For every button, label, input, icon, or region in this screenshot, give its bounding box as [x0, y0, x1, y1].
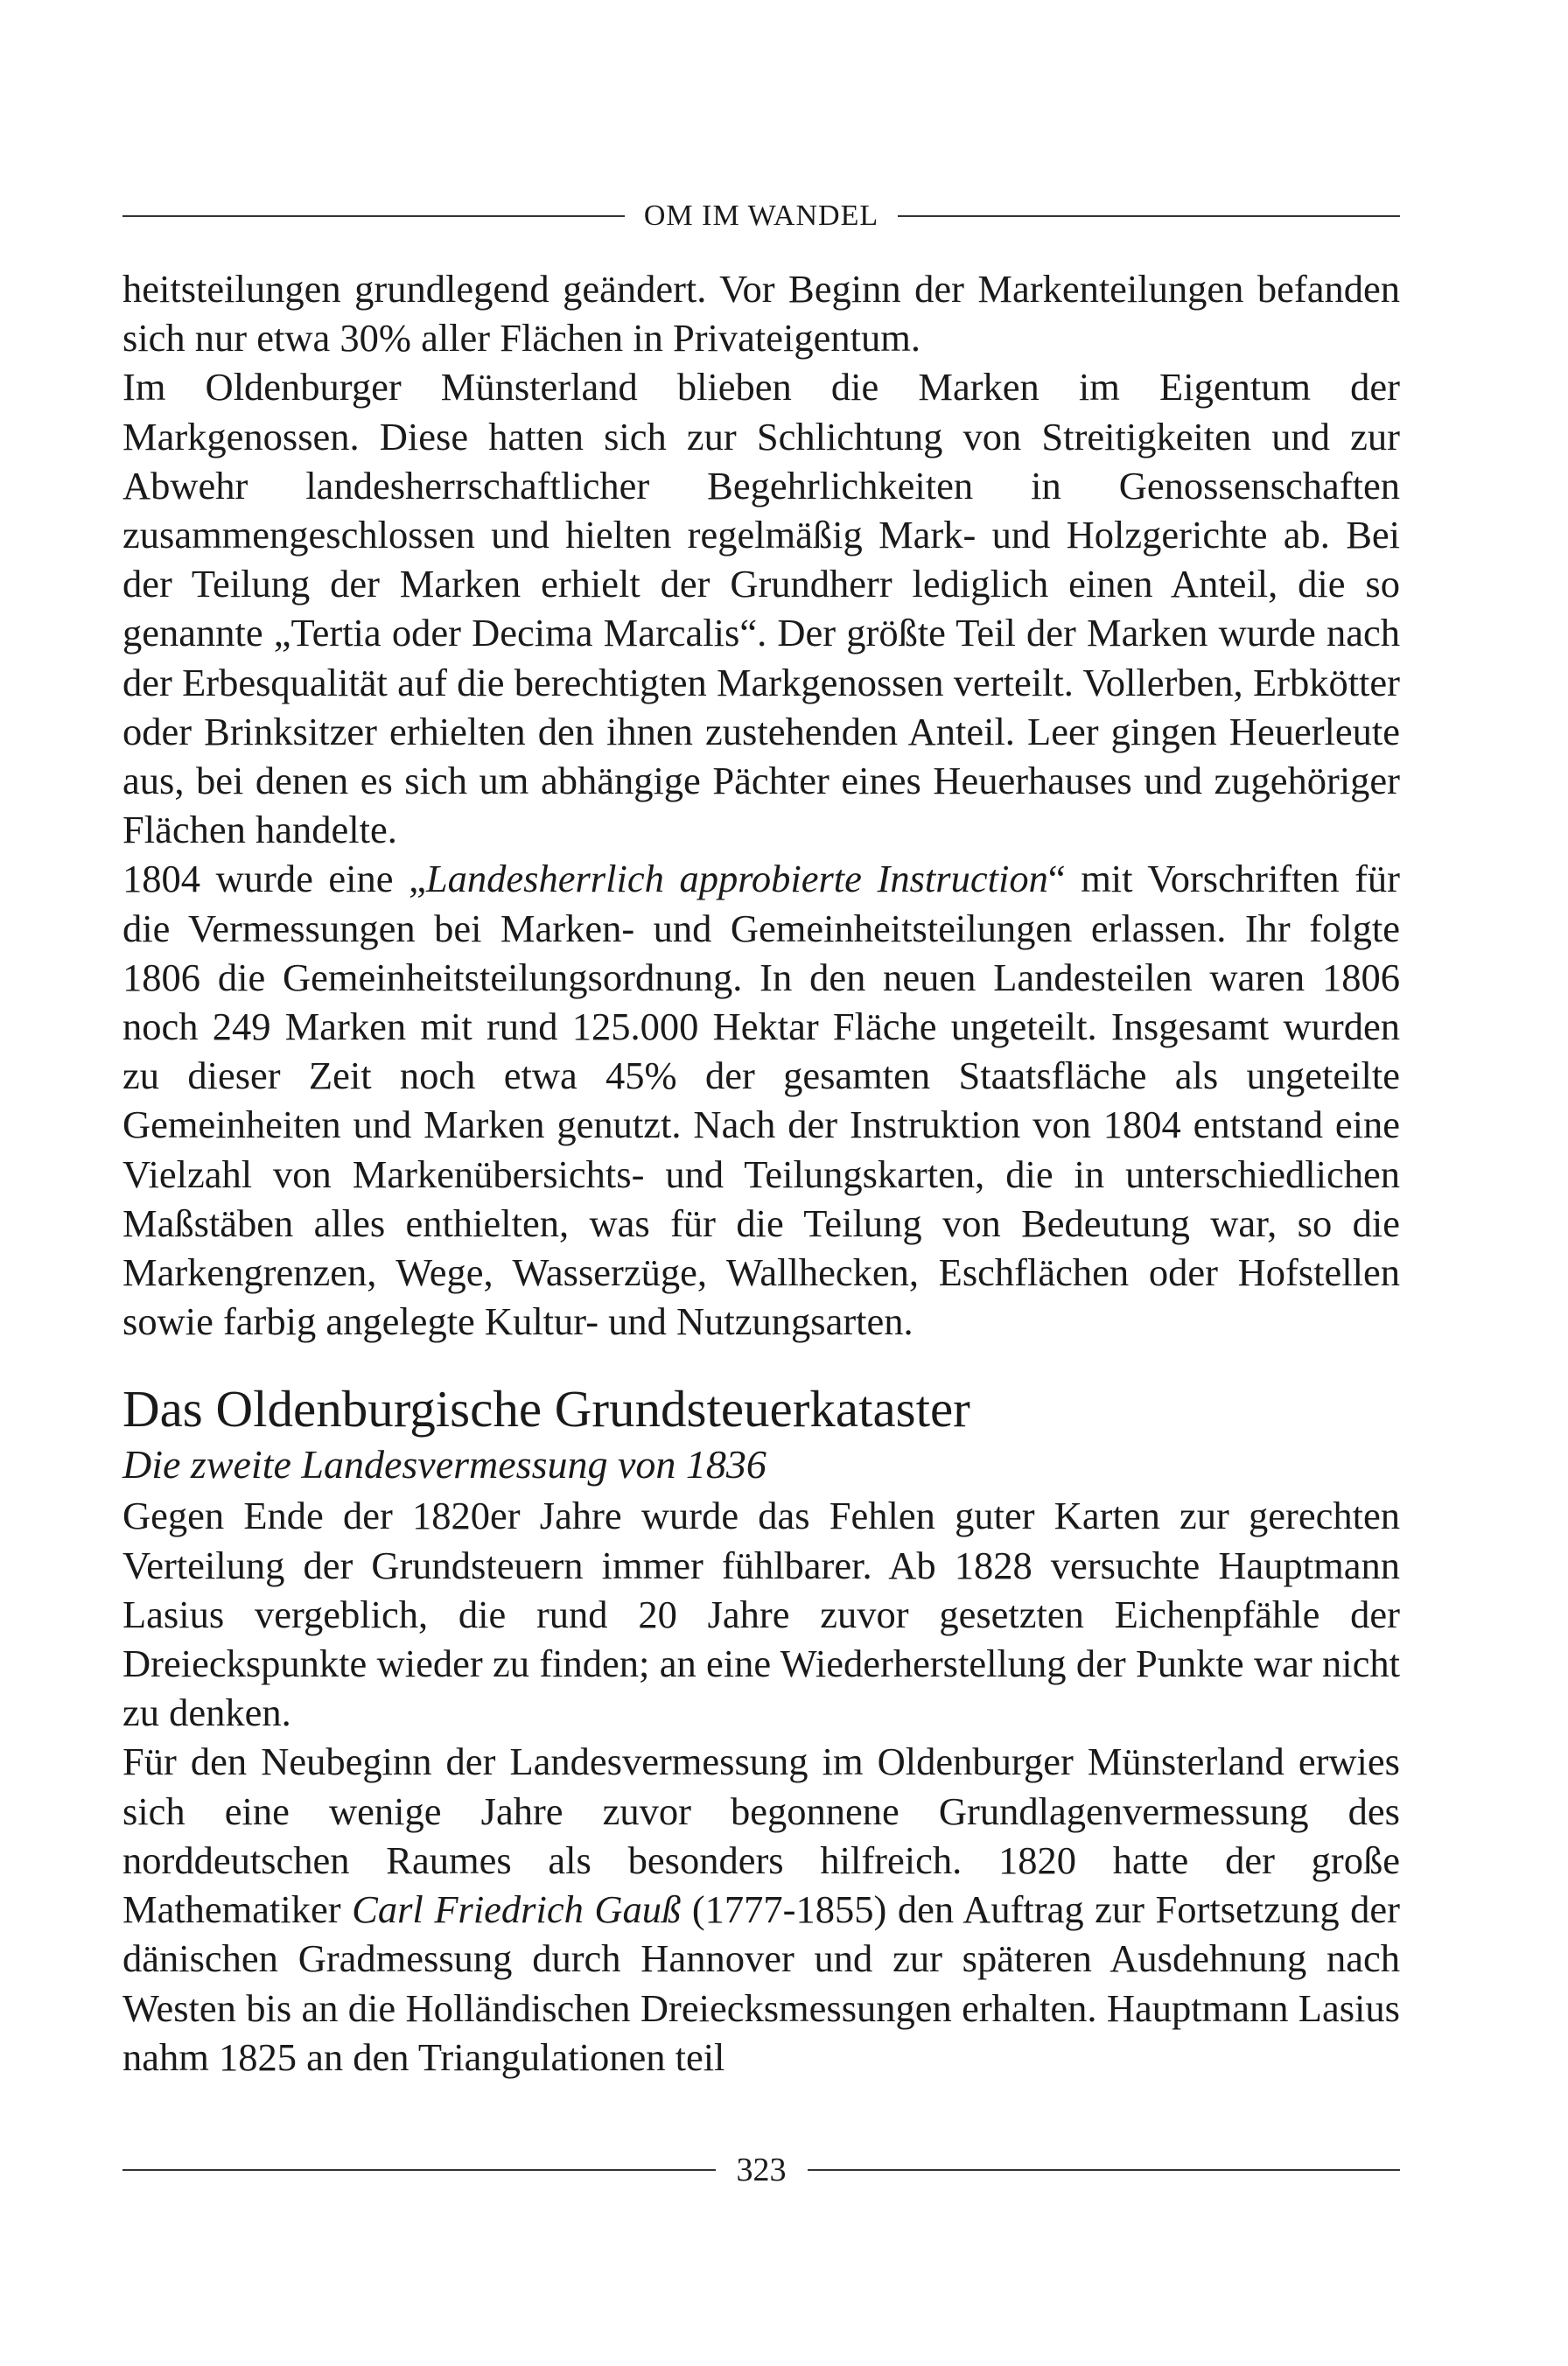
paragraph: heitsteilungen grundlegend geändert. Vor Beginn der Markenteilungen befanden sich nur etwa 30% aller Flächen in Privateigentum.	[122, 267, 1400, 360]
paragraph	[122, 1737, 1400, 2081]
italic-name: Carl Friedrich Gauß	[352, 1887, 682, 1932]
running-head	[122, 194, 1400, 238]
section-subheading: Die zweite Landesvermessung von 1836	[122, 1442, 766, 1488]
running-head-rule-right	[898, 215, 1400, 217]
section-heading: Das Oldenburgische Grundsteuerkataster	[122, 1380, 970, 1438]
paragraph	[122, 854, 1400, 1346]
footer-rule-right	[808, 2169, 1401, 2171]
paragraph-text: (1777-1855) den Auftrag zur Fortsetzung der dänischen Gradmessung durch Hannover und zur späteren Ausdehnung nach Westen bis an die Holländischen Dreiecksmessungen erhalten. Hauptmann Lasius nahm 1825 an den Triangulationen teil	[122, 1887, 1401, 2079]
paragraph-text: Für den Neubeginn der Landesvermessung im Oldenburger Münsterland erwies sich eine wenige Jahre zuvor begonnene Grundlagenvermessung des norddeutschen Raumes als besonders hilfreich. 1820 hatte der große Mathematiker	[122, 1740, 1400, 1932]
paragraph: Im Oldenburger Münsterland blieben die Marken im Eigentum der Markgenossen. Diese hatten sich zur Schlichtung von Streitigkeiten und zur Abwehr landesherrschaftlicher Begehrlichkeiten in Genossenschaften zusammengeschlossen und hielten regelmäßig Mark- und Holzgerichte ab. Bei der Teilung der Marken erhielt der Grundherr lediglich einen Anteil, die so genannte „Tertia oder Decima Marcalis“. Der größte Teil der Marken wurde nach der Erbesqualität auf die berechtigten Markgenossen verteilt. Vollerben, Erbkötter oder Brinksitzer erhielten den ihnen zustehenden Anteil. Leer gingen Heuerleute aus, bei denen es sich um abhängige Pächter eines Heuerhauses und zugehöriger Flächen handelte.	[122, 365, 1400, 852]
page-number: 323	[736, 2152, 787, 2188]
paragraph-text: “ mit Vorschriften für die Vermessungen bei Marken- und Gemeinheitsteilungen erlassen. Ihr folgte 1806 die Gemeinheitsteilungsordnung. In den neuen Landesteilen waren 1806 noch 249 Marken mit rund 125.000 Hektar Fläche ungeteilt. Insgesamt wurden zu dieser Zeit noch etwa 45% der gesamten Staatsfläche als ungeteilte Gemeinheiten und Marken genutzt. Nach der Instruktion von 1804 entstand eine Vielzahl von Markenübersichts- und Teilungskarten, die in unterschiedlichen Maßstäben alles enthielten, was für die Teilung von Bedeutung war, so die Markengrenzen, Wege, Wasserzüge, Wallhecken, Eschflächen oder Hofstellen sowie farbig angelegte Kultur- und Nutzungsarten.	[122, 857, 1400, 1344]
footer-rule-left	[122, 2169, 716, 2171]
running-head-rule-left	[122, 215, 625, 217]
paragraph: Gegen Ende der 1820er Jahre wurde das Fehlen guter Karten zur gerechten Verteilung der Grundsteuern immer fühlbarer. Ab 1828 versuchte Hauptmann Lasius vergeblich, die rund 20 Jahre zuvor gesetzten Eichenpfähle der Dreieckspunkte wieder zu finden; an eine Wiederherstellung der Punkte war nicht zu denken.	[122, 1494, 1400, 1735]
italic-title: Landesherrlich approbierte Instruction	[425, 857, 1048, 901]
main-text	[122, 264, 1400, 2082]
running-head-title: OM IM WANDEL	[643, 200, 879, 232]
page-footer	[122, 2148, 1400, 2192]
section-body	[122, 1491, 1400, 2081]
paragraph-text: 1804 wurde eine „	[122, 857, 426, 901]
